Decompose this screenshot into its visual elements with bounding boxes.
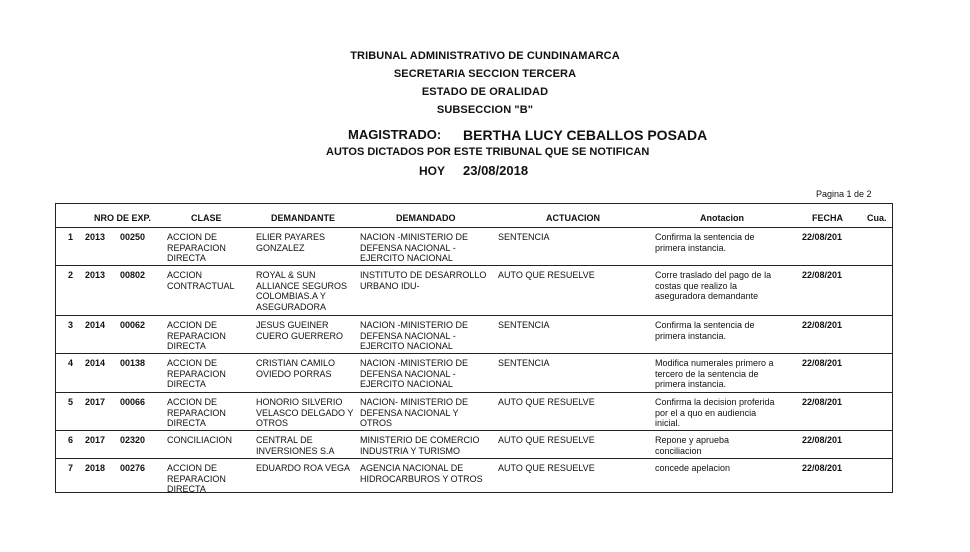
row-1-n: 1 [68, 232, 74, 242]
row-5-demandante: HONORIO SILVERIO VELASCO DELGADO Y OTROS [256, 397, 354, 428]
row-5-exp: 00066 [120, 397, 146, 407]
header-divider [56, 227, 892, 228]
row-4-clase: ACCION DE REPARACION DIRECTA [167, 358, 226, 389]
row-2-fecha: 22/08/201 [802, 270, 843, 280]
row-2-n: 2 [68, 270, 74, 280]
col-actuacion-header: ACTUACION [546, 213, 600, 223]
col-nro-header: NRO DE EXP. [94, 213, 151, 223]
row-1-demandado: NACION -MINISTERIO DE DEFENSA NACIONAL - EJERCITO NACIONAL [360, 232, 469, 263]
row-3-n: 3 [68, 320, 74, 330]
col-demandante-header: DEMANDANTE [271, 213, 335, 223]
row-1-demandante: ELIER PAYARES GONZALEZ [256, 232, 326, 253]
row-divider [56, 392, 892, 393]
row-2-demandado: INSTITUTO DE DESARROLLO URBANO IDU- [360, 270, 487, 291]
row-7-anotacion: concede apelacion [655, 463, 731, 473]
row-1-clase: ACCION DE REPARACION DIRECTA [167, 232, 226, 263]
row-divider [56, 353, 892, 354]
row-2-year: 2013 [85, 270, 106, 280]
row-7-demandado: AGENCIA NACIONAL DE HIDROCARBUROS Y OTROS [360, 463, 483, 484]
row-divider [56, 265, 892, 266]
row-4-demandado: NACION -MINISTERIO DE DEFENSA NACIONAL - EJERCITO NACIONAL [360, 358, 469, 389]
row-7-fecha: 22/08/201 [802, 463, 843, 473]
row-7-clase: ACCION DE REPARACION DIRECTA [167, 463, 226, 494]
row-7-demandante: EDUARDO ROA VEGA [256, 463, 351, 473]
notification-table [55, 203, 893, 493]
row-6-anotacion: Repone y aprueba conciliacion [655, 435, 730, 456]
row-6-n: 6 [68, 435, 74, 445]
secretaria-title: SECRETARIA SECCION TERCERA [393, 68, 577, 80]
col-cua-header: Cua. [867, 213, 887, 223]
row-divider [56, 315, 892, 316]
row-6-demandado: MINISTERIO DE COMERCIO INDUSTRIA Y TURISMO [360, 435, 480, 456]
row-4-year: 2014 [85, 358, 106, 368]
row-6-year: 2017 [85, 435, 106, 445]
row-5-fecha: 22/08/201 [802, 397, 843, 407]
row-6-fecha: 22/08/201 [802, 435, 843, 445]
row-4-n: 4 [68, 358, 74, 368]
row-4-fecha: 22/08/201 [802, 358, 843, 368]
row-divider [56, 430, 892, 431]
row-3-clase: ACCION DE REPARACION DIRECTA [167, 320, 226, 351]
row-2-actuacion: AUTO QUE RESUELVE [498, 270, 595, 280]
magistrado-label: MAGISTRADO: [348, 127, 442, 142]
col-demandado-header: DEMANDADO [396, 213, 456, 223]
row-2-anotacion: Corre traslado del pago de la costas que realizo la aseguradora demandante [655, 270, 772, 301]
row-1-year: 2013 [85, 232, 106, 242]
row-5-actuacion: AUTO QUE RESUELVE [498, 397, 595, 407]
row-2-clase: ACCION CONTRACTUAL [167, 270, 235, 291]
row-1-actuacion: SENTENCIA [498, 232, 550, 242]
row-4-anotacion: Modifica numerales primero a tercero de la sentencia de primera instancia. [655, 358, 774, 389]
row-3-exp: 00062 [120, 320, 146, 330]
row-7-year: 2018 [85, 463, 106, 473]
court-title: TRIBUNAL ADMINISTRATIVO DE CUNDINAMARCA [350, 50, 620, 62]
row-6-actuacion: AUTO QUE RESUELVE [498, 435, 595, 445]
col-anotacion-header: Anotacion [700, 213, 744, 223]
row-3-demandante: JESUS GUEINER CUERO GUERRERO [256, 320, 344, 341]
row-5-clase: ACCION DE REPARACION DIRECTA [167, 397, 226, 428]
row-6-demandante: CENTRAL DE INVERSIONES S.A [256, 435, 335, 456]
row-6-exp: 02320 [120, 435, 146, 445]
row-1-exp: 00250 [120, 232, 146, 242]
row-1-fecha: 22/08/201 [802, 232, 843, 242]
row-5-anotacion: Confirma la decision proferida por el a quo en audiencia inicial. [655, 397, 775, 428]
row-3-anotacion: Confirma la sentencia de primera instancia. [655, 320, 755, 341]
row-4-actuacion: SENTENCIA [498, 358, 550, 368]
col-fecha-header: FECHA [812, 213, 843, 223]
row-divider [56, 458, 892, 459]
row-2-demandante: ROYAL & SUN ALLIANCE SEGUROS COLOMBIAS.A Y ASEGURADORA [256, 270, 348, 312]
row-5-n: 5 [68, 397, 74, 407]
row-3-fecha: 22/08/201 [802, 320, 843, 330]
row-7-n: 7 [68, 463, 74, 473]
row-3-demandado: NACION -MINISTERIO DE DEFENSA NACIONAL - EJERCITO NACIONAL [360, 320, 469, 351]
row-7-exp: 00276 [120, 463, 146, 473]
row-7-actuacion: AUTO QUE RESUELVE [498, 463, 595, 473]
row-5-year: 2017 [85, 397, 106, 407]
page-indicator: Pagina 1 de 2 [816, 189, 872, 199]
magistrado-name: BERTHA LUCY CEBALLOS POSADA [463, 127, 708, 143]
row-3-actuacion: SENTENCIA [498, 320, 550, 330]
row-4-exp: 00138 [120, 358, 146, 368]
row-3-year: 2014 [85, 320, 106, 330]
hoy-date: 23/08/2018 [463, 163, 529, 178]
estado-title: ESTADO DE ORALIDAD [421, 86, 549, 98]
row-4-demandante: CRISTIAN CAMILO OVIEDO PORRAS [256, 358, 336, 379]
hoy-label: HOY [419, 164, 446, 178]
col-clase-header: CLASE [191, 213, 222, 223]
row-2-exp: 00802 [120, 270, 146, 280]
subseccion-title: SUBSECCION "B" [436, 104, 534, 116]
row-6-clase: CONCILIACION [167, 435, 233, 445]
row-1-anotacion: Confirma la sentencia de primera instancia. [655, 232, 755, 253]
row-5-demandado: NACION- MINISTERIO DE DEFENSA NACIONAL Y OTROS [360, 397, 469, 428]
autos-subtitle: AUTOS DICTADOS POR ESTE TRIBUNAL QUE SE NOTIFICAN [326, 146, 650, 158]
